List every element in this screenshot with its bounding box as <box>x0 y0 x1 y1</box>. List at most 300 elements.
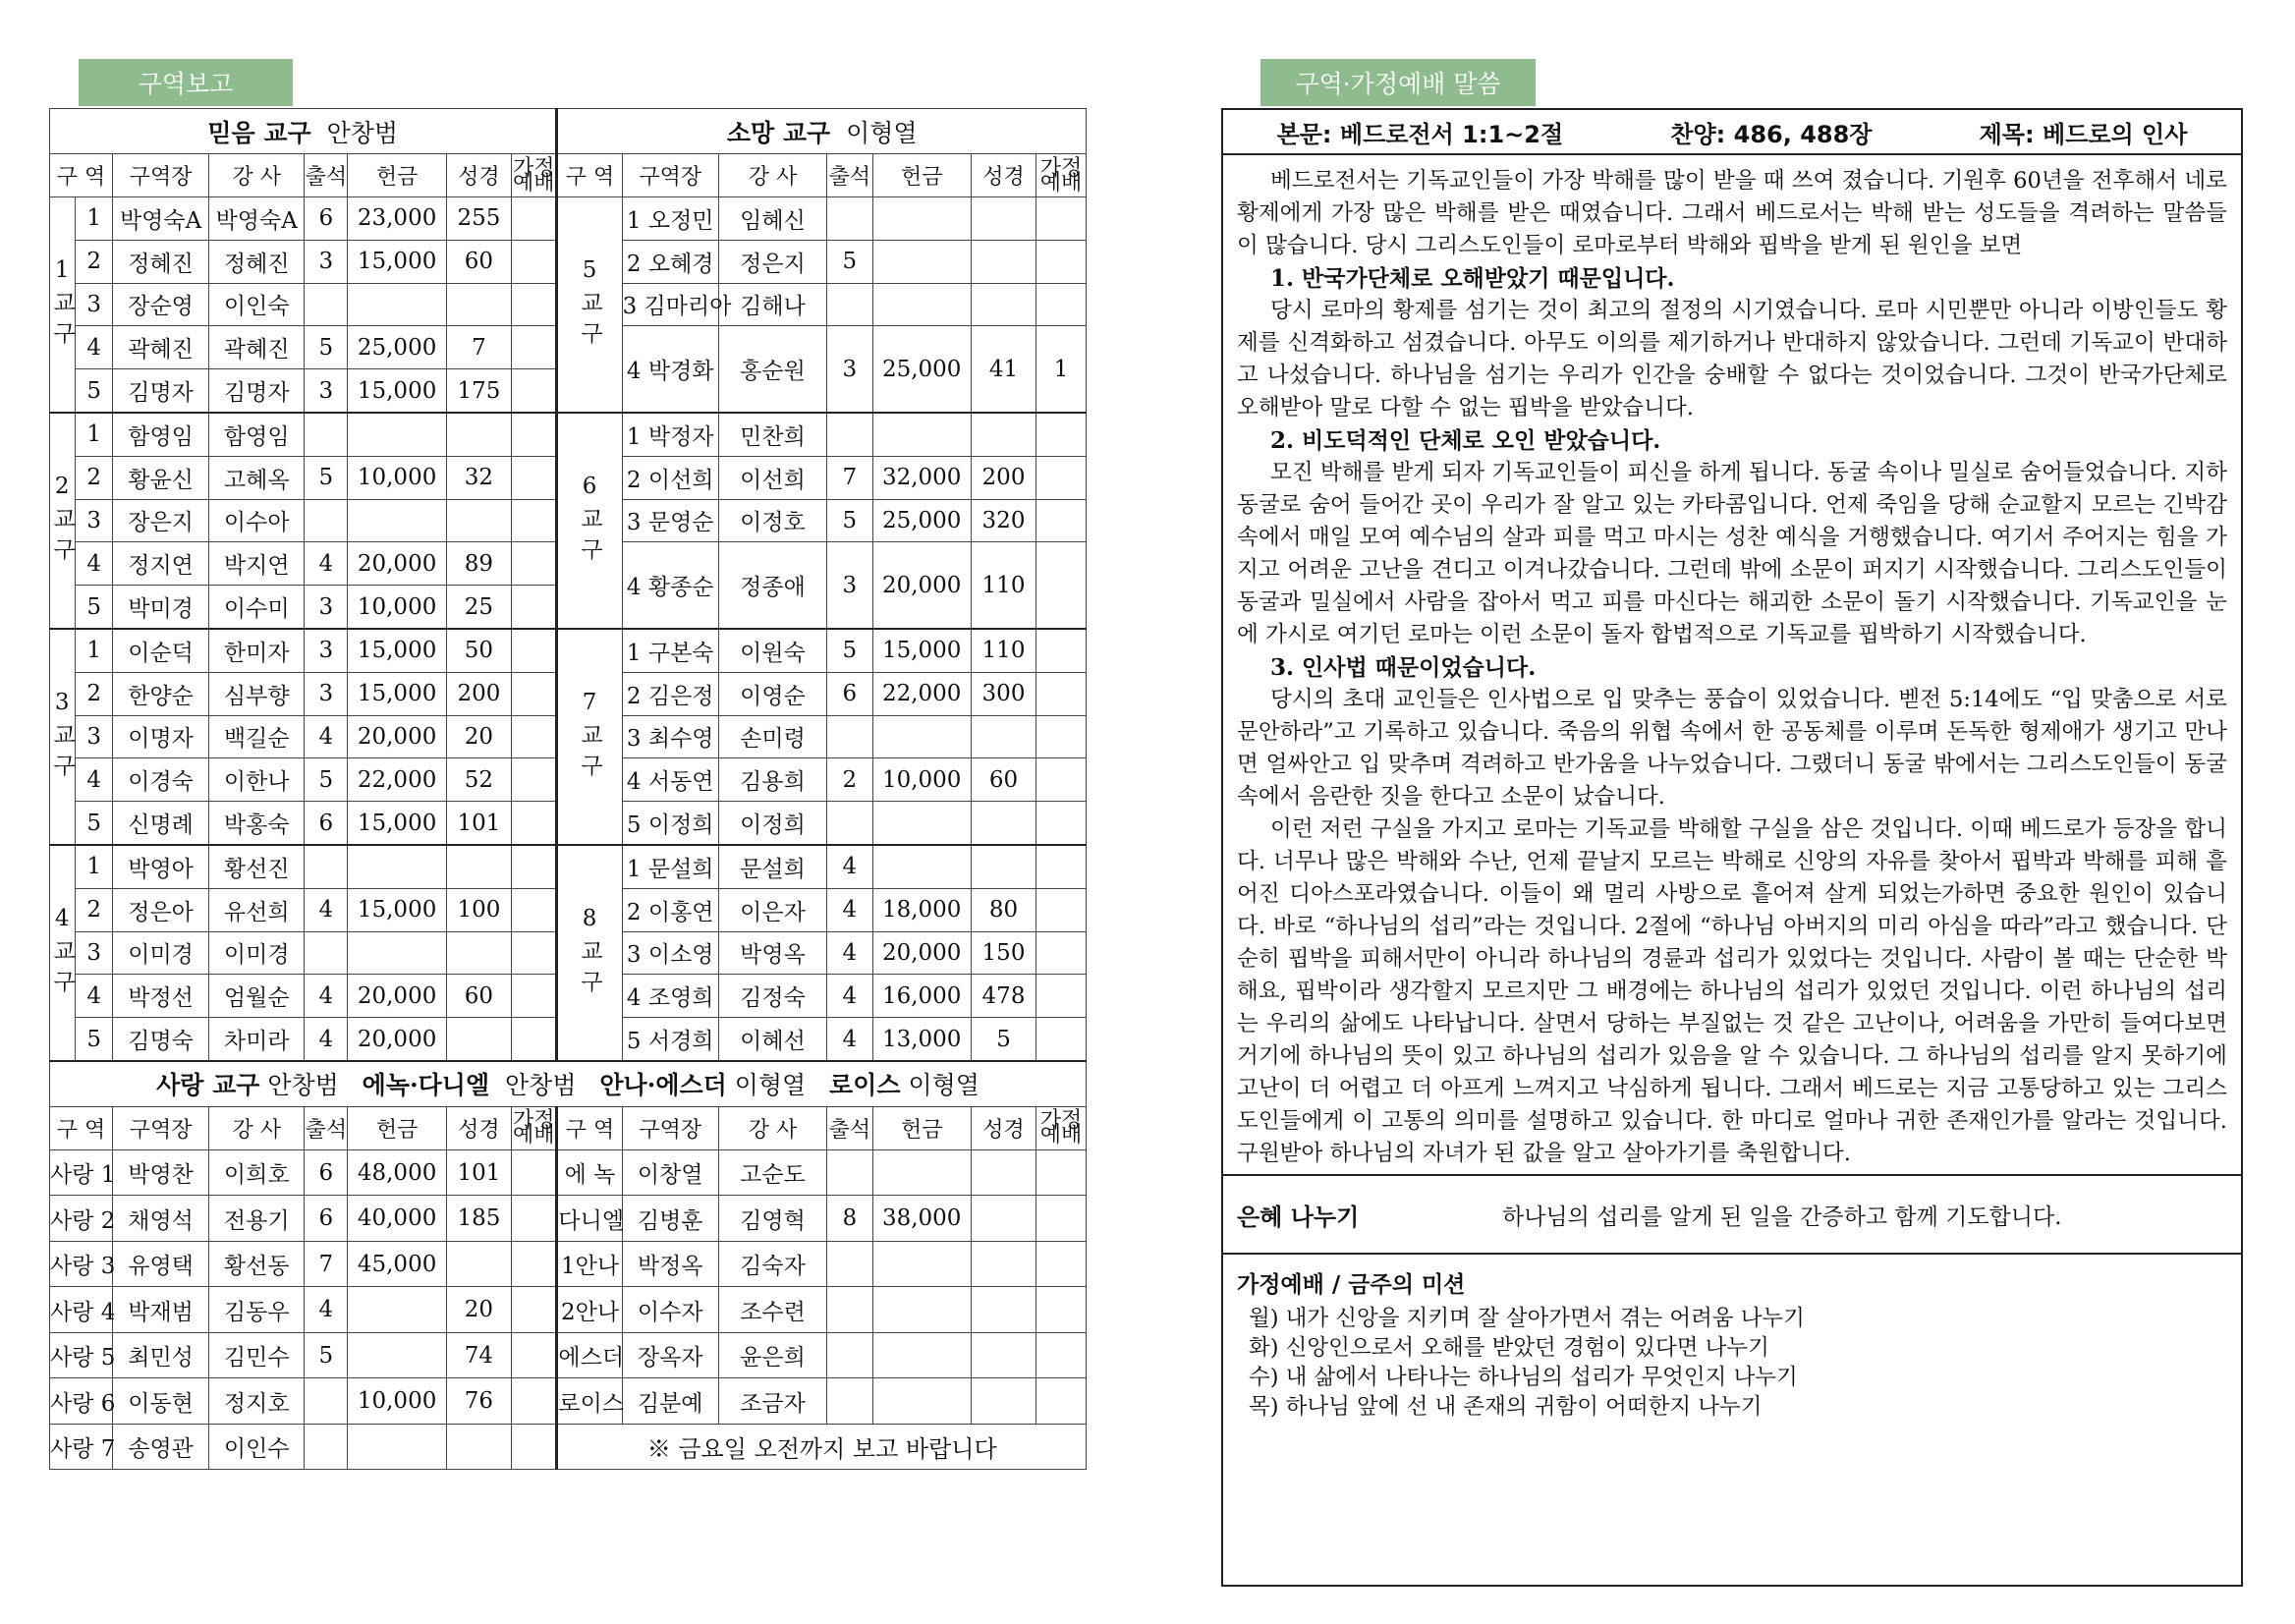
cell: 이미경 <box>112 931 208 975</box>
cell: 이동현 <box>112 1378 208 1425</box>
column-header: 성경 <box>446 154 511 197</box>
mission-item: 목) 하나님 앞에 선 내 존재의 귀함이 어떠한지 나누기 <box>1249 1394 1763 1420</box>
cell: 5 <box>305 758 348 802</box>
cell: 함영임 <box>209 413 305 456</box>
cell <box>348 845 446 888</box>
cell: 정지호 <box>209 1378 305 1425</box>
cell <box>971 1196 1036 1242</box>
cell: 48,000 <box>348 1149 446 1196</box>
cell: 25 <box>446 586 511 629</box>
cell: 25,000 <box>348 326 446 369</box>
cell: 이수미 <box>209 586 305 629</box>
cell: 25,000 <box>872 326 971 413</box>
cell <box>1036 1378 1087 1425</box>
cell: 정혜진 <box>112 240 208 283</box>
cell: 3 김마리아 <box>622 283 718 326</box>
table-row <box>50 1287 1087 1333</box>
cell: 50 <box>446 629 511 672</box>
cell: 74 <box>446 1332 511 1378</box>
cell: 에 녹 <box>557 1149 622 1196</box>
hymn-numbers: 찬양: 486, 488장 <box>1670 120 1873 148</box>
table-row <box>50 1332 1087 1378</box>
cell: 황선동 <box>209 1241 305 1287</box>
column-header: 구 역 <box>557 1106 622 1149</box>
cell: 6 <box>305 1196 348 1242</box>
cell: 사랑 4 <box>50 1287 113 1333</box>
cell: 장은지 <box>112 499 208 542</box>
cell: 김명자 <box>112 369 208 413</box>
cell: 185 <box>446 1196 511 1242</box>
cell <box>971 1332 1036 1378</box>
cell: 이순덕 <box>112 629 208 672</box>
cell: 7 <box>305 1241 348 1287</box>
cell <box>348 283 446 326</box>
point-1-text: 당시 로마의 황제를 섬기는 것이 최고의 절정의 시기였습니다. 로마 시민뿐만 아니라 이방인들도 황제를 신격화하고 섬겼습니다. 아무도 이의를 제기하거나 반대하지 않았습니다. 그런데 기독교이 반대하고 나섰습니다. 하나님을 섬기는 우리가 인간을 숭배할 수 없다는 것이었습니다. 그것이 반국가단체로 오해받아 말로 다할 수 없는 핍박을 받았습니다. <box>1237 298 2227 420</box>
cell: 5 <box>76 802 113 845</box>
cell: 6 <box>827 672 872 715</box>
cell: 이희호 <box>209 1149 305 1196</box>
cell: 곽혜진 <box>209 326 305 369</box>
cell <box>872 802 971 845</box>
cell: 2 이선희 <box>622 456 718 499</box>
district-report-table <box>49 108 1087 1470</box>
cell <box>827 1378 872 1425</box>
cell: 2 <box>76 456 113 499</box>
cell <box>1036 240 1087 283</box>
grace-sharing <box>1223 1174 2241 1253</box>
cell: 10,000 <box>348 456 446 499</box>
column-header: 강 사 <box>209 1106 305 1149</box>
cell <box>305 931 348 975</box>
cell <box>305 413 348 456</box>
cell: 2 오혜경 <box>622 240 718 283</box>
cell <box>1036 629 1087 672</box>
sermon-panel <box>1221 108 2243 1587</box>
point-3-heading: 3. 인사법 때문이었습니다. <box>1270 654 1537 681</box>
table-row <box>50 1196 1087 1242</box>
cell: 이미경 <box>209 931 305 975</box>
column-header: 출석 <box>827 1106 872 1149</box>
cell: 3 이소영 <box>622 931 718 975</box>
cell <box>1036 802 1087 845</box>
cell: 4 황종순 <box>622 542 718 629</box>
cell: 김병훈 <box>622 1196 718 1242</box>
column-header: 헌금 <box>872 1106 971 1149</box>
cell: 25,000 <box>872 499 971 542</box>
cell: 1 오정민 <box>622 197 718 241</box>
district-label: 6교구 <box>557 413 622 629</box>
cell: 김민수 <box>209 1332 305 1378</box>
cell <box>512 672 557 715</box>
cell: 황윤신 <box>112 456 208 499</box>
cell: 박영찬 <box>112 1149 208 1196</box>
cell: 110 <box>971 542 1036 629</box>
cell: 16,000 <box>872 975 971 1018</box>
cell: 조수련 <box>718 1287 826 1333</box>
cell: 이인수 <box>209 1424 305 1470</box>
cell: 41 <box>971 326 1036 413</box>
cell <box>348 1424 446 1470</box>
cell <box>971 845 1036 888</box>
cell <box>1036 1287 1087 1333</box>
cell: 에스더 <box>557 1332 622 1378</box>
cell: 3 <box>76 715 113 758</box>
cell: 3 <box>305 672 348 715</box>
point-2-text: 모진 박해를 받게 되자 기독교인들이 피신을 하게 됩니다. 동굴 속이나 밀실로 숨어들었습니다. 지하 동굴로 숨어 들어간 곳이 우리가 잘 알고 있는 카타콤입니다. 언제 죽임을 당해 순교할지 모르는 긴박감 속에서 매일 모여 예수님의 살과 피를 먹고 마시는 성찬 예식을 거행했습니다. 여기서 주어지는 힘을 가지고 어려운 고난을 견디고 이겨나갔습니다. 그런데 밖에 소문이 퍼지기 시작했습니다. 그리스도인들이 동굴과 밀실에서 사람을 잡아서 먹고 피를 마신다는 해괴한 소문이 돌기 시작했습니다. 기독교인을 눈에 가시로 여기던 로마는 이런 소문이 돌자 합법적으로 기독교를 핍박하기 시작했습니다. <box>1237 460 2227 647</box>
cell <box>872 845 971 888</box>
cell: 5 서경희 <box>622 1018 718 1061</box>
cell: 5 이정희 <box>622 802 718 845</box>
cell: 60 <box>971 758 1036 802</box>
weekly-mission <box>1223 1253 2241 1437</box>
cell: 478 <box>971 975 1036 1018</box>
cell <box>305 1378 348 1425</box>
cell <box>446 1018 511 1061</box>
cell: 7 <box>446 326 511 369</box>
cell: 15,000 <box>348 888 446 931</box>
cell: 20,000 <box>348 1018 446 1061</box>
sermon-body <box>1223 155 2241 1174</box>
cell: 2 <box>76 240 113 283</box>
cell <box>348 1332 446 1378</box>
cell <box>872 240 971 283</box>
column-header: 구역장 <box>622 1106 718 1149</box>
sermon-title: 제목: 베드로의 인사 <box>1979 120 2188 148</box>
cell: 채영석 <box>112 1196 208 1242</box>
cell: 정종애 <box>718 542 826 629</box>
cell: 4 <box>827 888 872 931</box>
cell: 150 <box>971 931 1036 975</box>
table-row <box>50 845 1087 888</box>
cell <box>512 1378 557 1425</box>
cell: 1 <box>76 197 113 241</box>
cell <box>446 845 511 888</box>
cell: 13,000 <box>872 1018 971 1061</box>
cell: 박영숙A <box>112 197 208 241</box>
table-row <box>50 1424 1087 1470</box>
cell: 장순영 <box>112 283 208 326</box>
cell: 사랑 2 <box>50 1196 113 1242</box>
column-header: 헌금 <box>348 154 446 197</box>
cell: 4 박경화 <box>622 326 718 413</box>
cell <box>512 326 557 369</box>
cell: 60 <box>446 240 511 283</box>
district-label: 8교구 <box>557 845 622 1061</box>
cell <box>827 802 872 845</box>
cell: 3 최수영 <box>622 715 718 758</box>
column-header: 출석 <box>305 1106 348 1149</box>
cell <box>1036 888 1087 931</box>
column-header: 구역장 <box>112 1106 208 1149</box>
cell: 이혜선 <box>718 1018 826 1061</box>
cell <box>446 1241 511 1287</box>
cell <box>1036 672 1087 715</box>
sermon-intro: 베드로전서는 기독교인들이 가장 박해를 많이 받을 때 쓰여 졌습니다. 기원후 60년을 전후해서 네로 황제에게 가장 많은 박해를 받은 때였습니다. 그래서 베드로서는 박해 받는 성도들을 격려하는 말씀들이 많습니다. 당시 그리스도인들이 로마로부터 박해와 핍박을 받게 된 원인을 보면 <box>1237 168 2227 258</box>
section-tab-report: 구역보고 <box>79 59 293 106</box>
cell: 101 <box>446 1149 511 1196</box>
cell <box>872 1241 971 1287</box>
cell <box>1036 975 1087 1018</box>
cell <box>872 1287 971 1333</box>
column-header: 성경 <box>971 154 1036 197</box>
cell <box>305 1424 348 1470</box>
column-header: 구 역 <box>50 154 113 197</box>
cell <box>512 240 557 283</box>
cell <box>512 1287 557 1333</box>
cell <box>971 1378 1036 1425</box>
cell: 정은아 <box>112 888 208 931</box>
mission-item: 월) 내가 신앙을 지키며 잘 살아가면서 겪는 어려움 나누기 <box>1249 1306 1805 1331</box>
column-header: 헌금 <box>872 154 971 197</box>
cell: 백길순 <box>209 715 305 758</box>
cell <box>512 1332 557 1378</box>
cell: 8 <box>827 1196 872 1242</box>
cell: 5 <box>827 499 872 542</box>
cell <box>1036 931 1087 975</box>
cell: 한양순 <box>112 672 208 715</box>
cell: 2 이홍연 <box>622 888 718 931</box>
cell: 20,000 <box>872 542 971 629</box>
cell <box>1036 1241 1087 1287</box>
point-2-heading: 2. 비도덕적인 단체로 오인 받았습니다. <box>1270 427 1661 454</box>
cell: 4 <box>305 888 348 931</box>
cell: 52 <box>446 758 511 802</box>
cell: 박홍숙 <box>209 802 305 845</box>
cell <box>446 931 511 975</box>
cell <box>512 975 557 1018</box>
cell: 4 <box>305 975 348 1018</box>
cell: 이창열 <box>622 1149 718 1196</box>
cell: 신명례 <box>112 802 208 845</box>
cell: 6 <box>305 1149 348 1196</box>
cell: 4 <box>305 715 348 758</box>
cell: 15,000 <box>348 240 446 283</box>
cell: 김명자 <box>209 369 305 413</box>
cell: 1 <box>76 413 113 456</box>
cell: 홍순원 <box>718 326 826 413</box>
cell <box>446 283 511 326</box>
cell: 320 <box>971 499 1036 542</box>
cell <box>512 542 557 586</box>
cell <box>872 413 971 456</box>
cell: 3 <box>305 240 348 283</box>
cell: 3 문영순 <box>622 499 718 542</box>
cell: 2 <box>827 758 872 802</box>
cell <box>1036 413 1087 456</box>
cell: 3 <box>76 931 113 975</box>
cell <box>512 715 557 758</box>
district-label: 2교구 <box>50 413 76 629</box>
cell: 1 <box>1036 326 1087 413</box>
section-tab-sermon: 구역·가정예배 말씀 <box>1260 59 1536 106</box>
cell: 고순도 <box>718 1149 826 1196</box>
cell: 15,000 <box>348 369 446 413</box>
cell: 5 <box>76 586 113 629</box>
cell <box>512 802 557 845</box>
cell: 89 <box>446 542 511 586</box>
cell: 유영택 <box>112 1241 208 1287</box>
cell: 4 조영희 <box>622 975 718 1018</box>
cell: 15,000 <box>872 629 971 672</box>
cell: 곽혜진 <box>112 326 208 369</box>
cell <box>1036 715 1087 758</box>
cell: 이수아 <box>209 499 305 542</box>
cell <box>827 283 872 326</box>
column-header: 성경 <box>446 1106 511 1149</box>
cell: 6 <box>305 802 348 845</box>
cell: 200 <box>971 456 1036 499</box>
parish-header-3: 사랑 교구 안창범 에녹·다니엘 안창범 안나·에스더 이형열 로이스 이형열 <box>50 1061 1087 1107</box>
cell <box>971 1241 1036 1287</box>
cell: 2 <box>76 888 113 931</box>
cell: 민찬희 <box>718 413 826 456</box>
cell: 4 <box>827 1018 872 1061</box>
column-header: 헌금 <box>348 1106 446 1149</box>
sermon-info-bar <box>1223 110 2241 155</box>
cell <box>512 1196 557 1242</box>
cell: 심부향 <box>209 672 305 715</box>
cell: 3 <box>827 542 872 629</box>
column-header: 강 사 <box>718 154 826 197</box>
district-label: 4교구 <box>50 845 76 1061</box>
cell: 이수자 <box>622 1287 718 1333</box>
table-row <box>50 1378 1087 1425</box>
cell <box>827 1241 872 1287</box>
cell: 엄월순 <box>209 975 305 1018</box>
cell: 2안나 <box>557 1287 622 1333</box>
cell: 20 <box>446 715 511 758</box>
cell <box>827 1149 872 1196</box>
cell: 110 <box>971 629 1036 672</box>
cell: 전용기 <box>209 1196 305 1242</box>
cell: 4 <box>76 975 113 1018</box>
cell: 76 <box>446 1378 511 1425</box>
cell: 4 <box>827 931 872 975</box>
cell: 박영숙A <box>209 197 305 241</box>
column-header: 가정예배 <box>1036 154 1087 197</box>
cell: 7 <box>827 456 872 499</box>
cell <box>1036 758 1087 802</box>
cell: 200 <box>446 672 511 715</box>
table-row <box>50 629 1087 672</box>
cell <box>1036 542 1087 629</box>
cell: 3 <box>827 326 872 413</box>
cell: 1안나 <box>557 1241 622 1287</box>
cell: 5 <box>305 326 348 369</box>
cell <box>446 1424 511 1470</box>
cell <box>512 369 557 413</box>
cell <box>512 931 557 975</box>
cell: 사랑 3 <box>50 1241 113 1287</box>
cell: 5 <box>76 1018 113 1061</box>
cell <box>512 1424 557 1470</box>
cell <box>872 1332 971 1378</box>
cell: 박재범 <box>112 1287 208 1333</box>
cell: 32 <box>446 456 511 499</box>
column-header: 강 사 <box>209 154 305 197</box>
cell <box>1036 197 1087 241</box>
cell: 4 <box>305 1287 348 1333</box>
point-1-heading: 1. 반국가단체로 오해받았기 때문입니다. <box>1270 265 1675 292</box>
cell: 4 <box>827 845 872 888</box>
cell <box>512 456 557 499</box>
cell <box>827 197 872 241</box>
table-row <box>50 197 1087 241</box>
report-table-area <box>49 108 1087 1470</box>
cell <box>1036 499 1087 542</box>
cell: 10,000 <box>872 758 971 802</box>
cell <box>512 845 557 888</box>
cell: 박영아 <box>112 845 208 888</box>
cell: 2 김은정 <box>622 672 718 715</box>
cell <box>1036 1196 1087 1242</box>
cell <box>348 413 446 456</box>
cell: 다니엘 <box>557 1196 622 1242</box>
cell: 이영순 <box>718 672 826 715</box>
cell <box>1036 1018 1087 1061</box>
cell: 이인숙 <box>209 283 305 326</box>
cell: 5 <box>827 629 872 672</box>
cell <box>305 499 348 542</box>
cell: 사랑 6 <box>50 1378 113 1425</box>
cell: 이명자 <box>112 715 208 758</box>
cell: 김용희 <box>718 758 826 802</box>
cell: 4 <box>827 975 872 1018</box>
cell: 10,000 <box>348 1378 446 1425</box>
column-header: 가정예배 <box>512 154 557 197</box>
column-header: 구역장 <box>622 154 718 197</box>
table-row <box>50 1241 1087 1287</box>
cell: 4 서동연 <box>622 758 718 802</box>
cell: 한미자 <box>209 629 305 672</box>
cell: 1 <box>76 629 113 672</box>
cell <box>446 499 511 542</box>
cell: 1 <box>76 845 113 888</box>
cell <box>872 197 971 241</box>
cell <box>512 499 557 542</box>
cell: 김동우 <box>209 1287 305 1333</box>
report-note: ※ 금요일 오전까지 보고 바랍니다 <box>557 1424 1087 1470</box>
cell: 김명숙 <box>112 1018 208 1061</box>
cell: 박영옥 <box>718 931 826 975</box>
district-label: 5교구 <box>557 197 622 413</box>
cell <box>512 888 557 931</box>
cell: 이선희 <box>718 456 826 499</box>
cell: 윤은희 <box>718 1332 826 1378</box>
column-header: 구 역 <box>557 154 622 197</box>
cell: 5 <box>305 456 348 499</box>
grace-text: 하나님의 섭리를 알게 된 일을 간증하고 함께 기도합니다. <box>1502 1204 2062 1230</box>
cell: 이한나 <box>209 758 305 802</box>
cell <box>1036 456 1087 499</box>
cell: 15,000 <box>348 672 446 715</box>
column-header: 가정예배 <box>512 1106 557 1149</box>
cell <box>305 845 348 888</box>
column-header: 강 사 <box>718 1106 826 1149</box>
column-header: 구 역 <box>50 1106 113 1149</box>
cell <box>872 1378 971 1425</box>
cell: 175 <box>446 369 511 413</box>
cell <box>1036 845 1087 888</box>
cell <box>512 586 557 629</box>
cell: 황선진 <box>209 845 305 888</box>
cell: 3 <box>76 499 113 542</box>
cell: 함영임 <box>112 413 208 456</box>
scripture-text: 본문: 베드로전서 1:1~2절 <box>1276 120 1564 148</box>
cell: 송영관 <box>112 1424 208 1470</box>
cell: 4 <box>76 326 113 369</box>
cell: 박정옥 <box>622 1241 718 1287</box>
